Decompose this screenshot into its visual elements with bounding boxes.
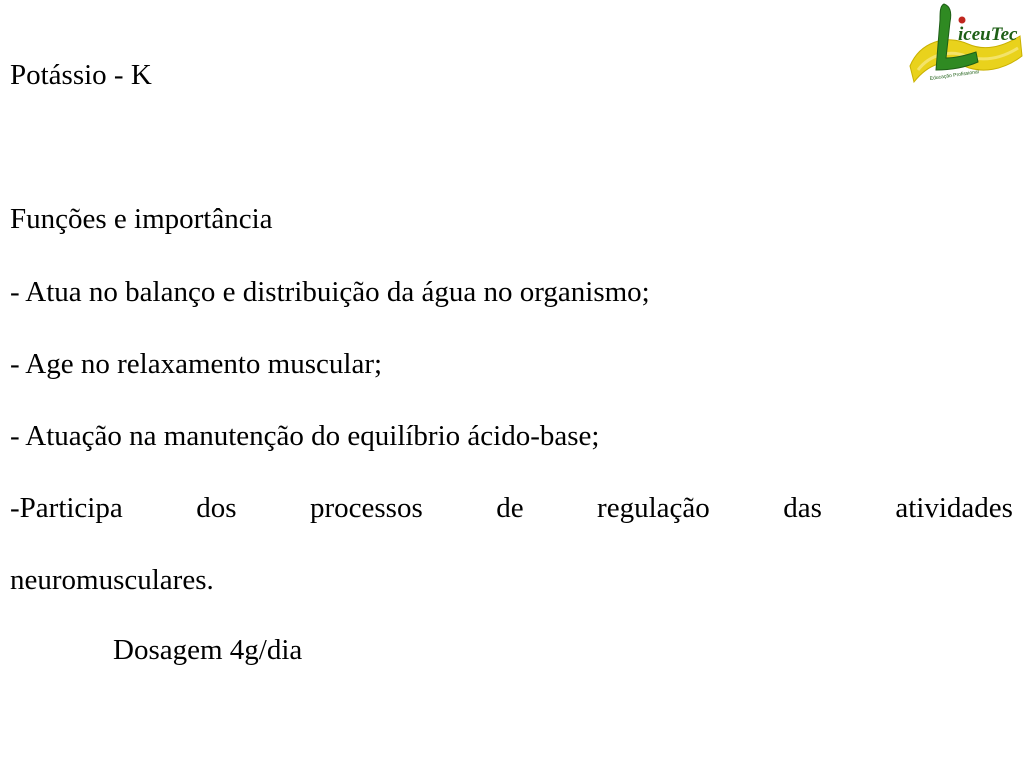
- dosage-text: Dosagem 4g/dia: [113, 634, 303, 666]
- licentec-logo-graphic: [906, 0, 1024, 90]
- slide-title: Potássio - K: [10, 59, 152, 91]
- section-heading: Funções e importância: [10, 203, 273, 235]
- bullet-item-wrapped: [10, 490, 1013, 598]
- bullet-item: - Atua no balanço e distribuição da água no organismo;: [10, 276, 650, 308]
- word: de: [496, 492, 524, 524]
- justified-line: [10, 490, 1013, 526]
- word: atividades: [895, 492, 1013, 524]
- word: -Participa: [10, 492, 123, 524]
- bullet-list: [10, 274, 1013, 598]
- word: das: [783, 492, 822, 524]
- licentec-logo: [906, 0, 1024, 90]
- bullet-item: - Age no relaxamento muscular;: [10, 348, 383, 380]
- word: processos: [309, 492, 423, 524]
- word: regulação: [597, 492, 710, 524]
- logo-brand-text: iceuTec: [958, 24, 1018, 45]
- continuation-line: neuromusculares.: [10, 564, 214, 596]
- logo-tagline: Educação Profissional: [929, 69, 980, 82]
- bullet-item: - Atuação na manutenção do equilíbrio ácido-base;: [10, 420, 600, 452]
- word: dos: [196, 492, 237, 524]
